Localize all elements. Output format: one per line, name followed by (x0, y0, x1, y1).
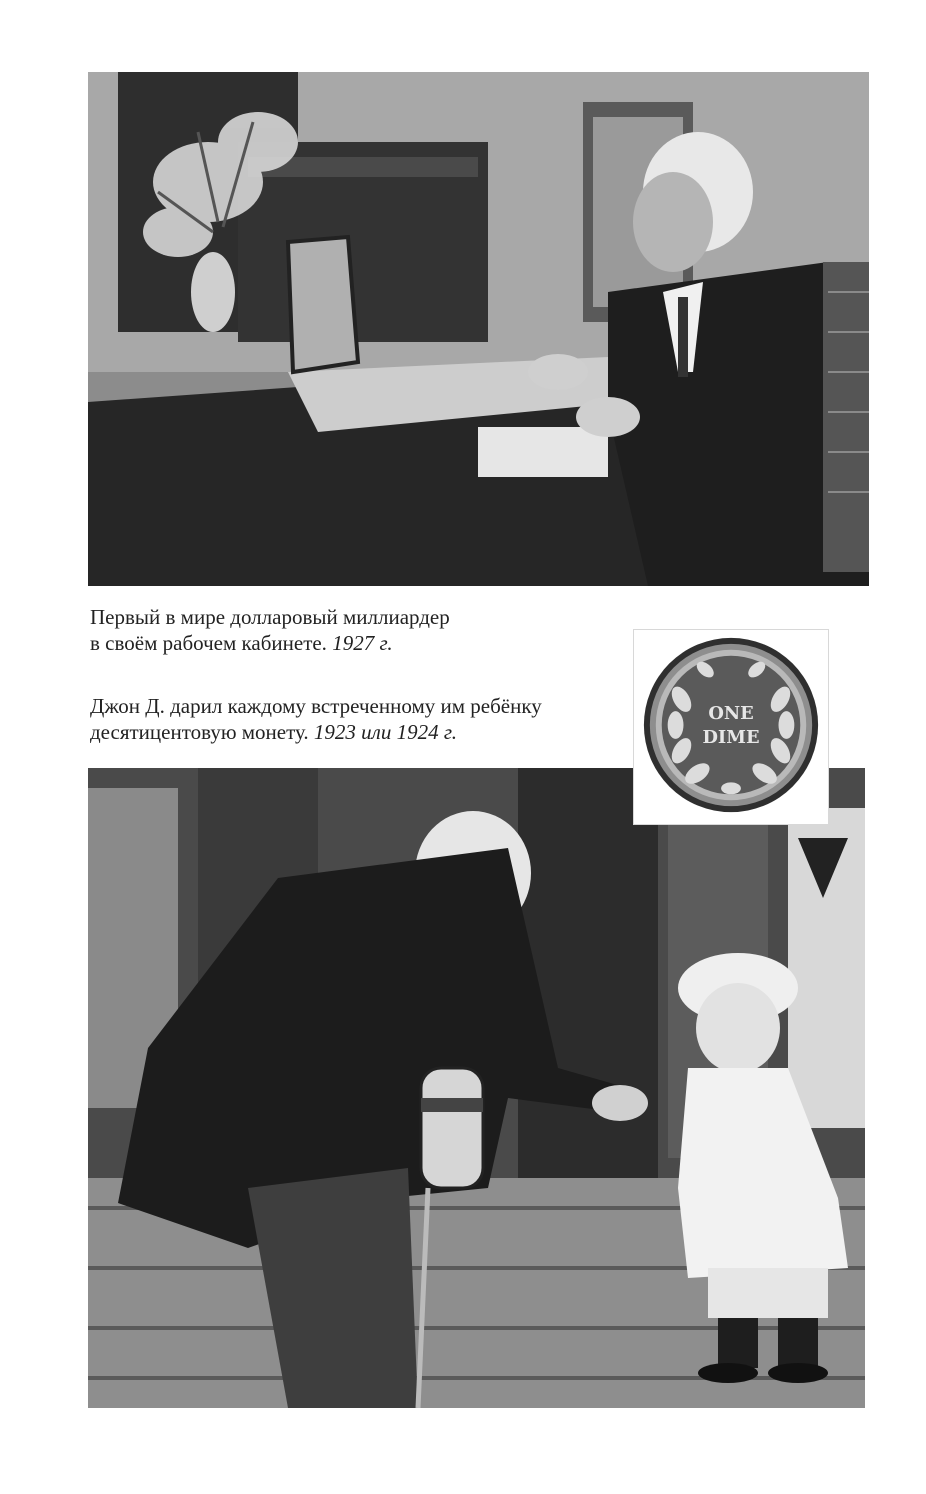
caption-second-date: 1923 или 1924 г. (313, 720, 457, 744)
caption-second-line2: десятицентовую монету. (90, 720, 309, 744)
caption-first-date: 1927 г. (332, 631, 393, 655)
caption-first-line2: в своём рабочем кабинете. (90, 631, 327, 655)
photo-man-at-desk-image (88, 72, 869, 586)
dime-coin-inset (633, 629, 829, 825)
caption-second-photo (90, 693, 630, 745)
coin-text-dime: DIME (702, 726, 760, 748)
photo-man-greeting-child-image (88, 768, 865, 1408)
photo-man-at-desk (88, 72, 869, 586)
dime-coin-image (634, 630, 828, 824)
caption-first-line1: Первый в мире долларовый миллиардер (90, 605, 450, 629)
caption-second-line1: Джон Д. дарил каждому встреченному им ребёнку (90, 694, 542, 718)
caption-first-photo (90, 604, 610, 656)
coin-text-one: ONE (708, 703, 754, 725)
photo-man-greeting-child (88, 768, 865, 1408)
